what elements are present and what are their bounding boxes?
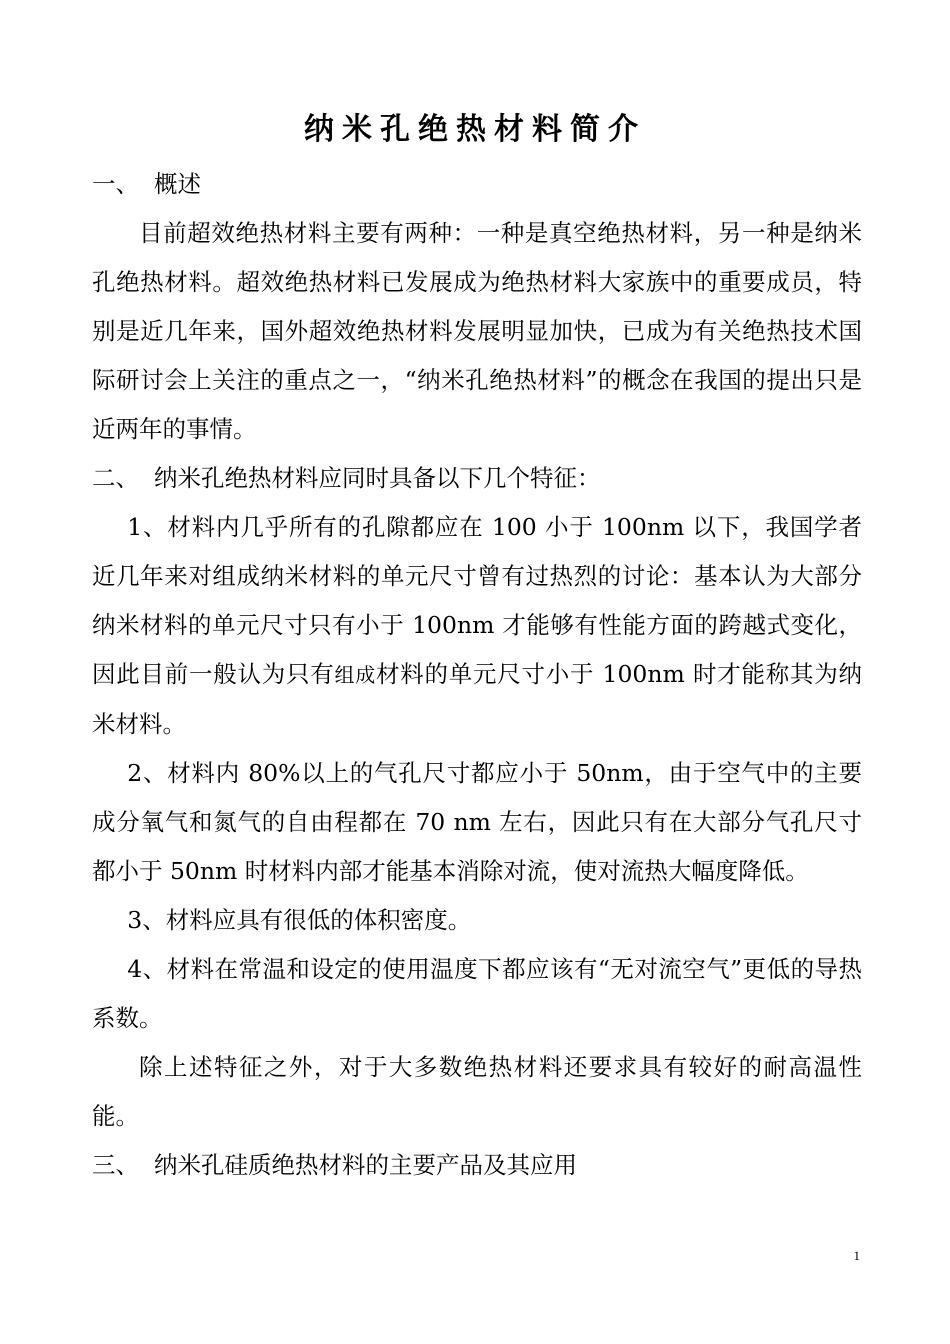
feature-item-1-text-b: 材料的单元尺寸小于 100nm 时才能称其为纳米材料。	[92, 660, 863, 738]
feature-item-1-small-text: 组成	[334, 663, 377, 687]
section-title: 纳米孔绝热材料应同时具备以下几个特征：	[154, 464, 601, 492]
section-title: 纳米孔硅质绝热材料的主要产品及其应用	[154, 1151, 577, 1179]
document-body	[92, 160, 862, 1190]
section-title: 概述	[154, 170, 201, 198]
paragraph-additional: 除上述特征之外，对于大多数绝热材料还要求具有较好的耐高温性能。	[92, 1053, 862, 1130]
section-number: 二、	[92, 464, 139, 492]
paragraph-overview: 目前超效绝热材料主要有两种：一种是真空绝热材料，另一种是纳米孔绝热材料。超效绝热材料已发展成为绝热材料大家族中的重要成员，特别是近几年来，国外超效绝热材料发展明显加快，已成为有关绝热技术国际研讨会上关注的重点之一，“纳米孔绝热材料”的概念在我国的提出只是近两年的事情。	[92, 219, 862, 443]
feature-item-2: 2、材料内 80%以上的气孔尺寸都应小于 50nm，由于空气中的主要成分氧气和氮气的自由程都在 70 nm 左右，因此只有在大部分气孔尺寸都小于 50nm 时材料内部才能基本消除对流，使对流热大幅度降低。	[92, 759, 862, 885]
feature-item-1-text-a: 1、材料内几乎所有的孔隙都应在 100 小于 100nm 以下，我国学者近几年来对组成纳米材料的单元尺寸曾有过热烈的讨论：基本认为大部分纳米材料的单元尺寸只有小于 100nm 才能够有性能方面的跨越式变化，因此目前一般认为只有	[92, 513, 862, 688]
feature-item-1	[92, 503, 862, 749]
document-title: 纳米孔绝热材料简介	[304, 112, 646, 147]
feature-item-4: 4、材料在常温和设定的使用温度下都应该有“无对流空气”更低的导热系数。	[92, 955, 862, 1032]
section-heading-features	[92, 454, 862, 503]
page-number: 1	[853, 1248, 860, 1263]
section-heading-products	[92, 1141, 862, 1190]
section-number: 一、	[92, 170, 139, 198]
section-number: 三、	[92, 1151, 139, 1179]
feature-item-3: 3、材料应具有很低的体积密度。	[127, 906, 472, 934]
section-heading-overview	[92, 160, 862, 209]
